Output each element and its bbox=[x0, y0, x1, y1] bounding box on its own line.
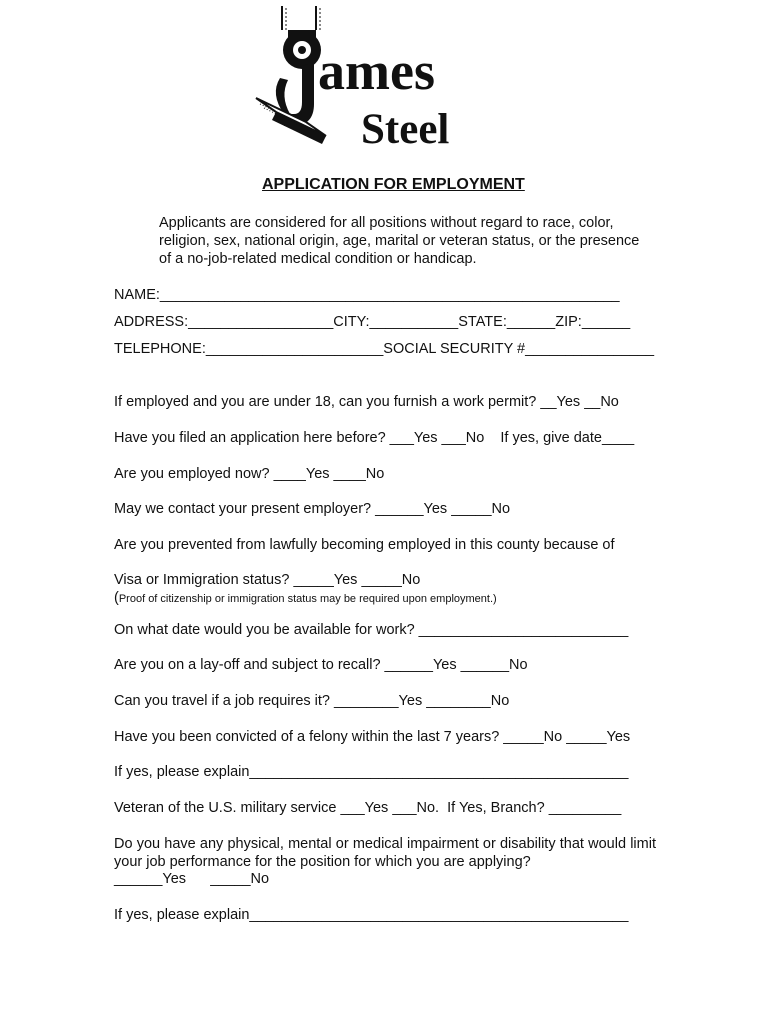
work-permit-question[interactable]: If employed and you are under 18, can you furnish a work permit? __Yes __No bbox=[114, 394, 619, 410]
felony-question[interactable]: Have you been convicted of a felony within the last 7 years? _____No _____Yes bbox=[114, 729, 631, 745]
felony-explain-field[interactable]: If yes, please explain_______________________________________________ bbox=[114, 764, 629, 780]
citizenship-note-paren: ( bbox=[114, 590, 119, 606]
citizenship-note bbox=[114, 590, 497, 606]
veteran-question[interactable]: Veteran of the U.S. military service ___Yes ___No. If Yes, Branch? _________ bbox=[114, 800, 622, 816]
name-field[interactable]: NAME:_________________________________________________________ bbox=[114, 287, 620, 303]
company-logo bbox=[250, 4, 470, 154]
contact-employer-question[interactable]: May we contact your present employer? ______Yes _____No bbox=[114, 501, 511, 517]
layoff-recall-question[interactable]: Are you on a lay-off and subject to recall? ______Yes ______No bbox=[114, 657, 528, 673]
citizenship-note-text: Proof of citizenship or immigration status may be required upon employment.) bbox=[118, 593, 497, 605]
employed-now-question[interactable]: Are you employed now? ____Yes ____No bbox=[114, 466, 385, 482]
disability-explain-field[interactable]: If yes, please explain_______________________________________________ bbox=[114, 907, 629, 923]
visa-status-question[interactable]: Visa or Immigration status? _____Yes _____No bbox=[114, 572, 421, 588]
form-title bbox=[262, 176, 525, 194]
lawful-employment-question: Are you prevented from lawfully becoming employed in this county because of bbox=[114, 537, 615, 553]
disability-answer-field[interactable]: ______Yes _____No bbox=[114, 871, 270, 887]
logo-text-steel: Steel bbox=[361, 106, 450, 153]
logo-text-ames: ames bbox=[318, 41, 435, 101]
disability-question: Do you have any physical, mental or medical impairment or disability that would limit your job performance for the position for which you are applying? bbox=[114, 836, 656, 870]
previous-application-question[interactable]: Have you filed an application here before? ___Yes ___No If yes, give date____ bbox=[114, 430, 635, 446]
form-title-text: APPLICATION FOR EMPLOYMENT bbox=[262, 176, 525, 193]
address-field[interactable]: ADDRESS:__________________CITY:___________STATE:______ZIP:______ bbox=[114, 314, 631, 330]
availability-date-question[interactable]: On what date would you be available for work? __________________________ bbox=[114, 622, 629, 638]
intro-paragraph: Applicants are considered for all positions without regard to race, color, religion, sex, national origin, age, marital or veteran status, or the presence of a no-job-related medical condition or handicap. bbox=[159, 215, 640, 267]
travel-question[interactable]: Can you travel if a job requires it? ________Yes ________No bbox=[114, 693, 510, 709]
telephone-field[interactable]: TELEPHONE:______________________SOCIAL SECURITY #________________ bbox=[114, 341, 655, 357]
